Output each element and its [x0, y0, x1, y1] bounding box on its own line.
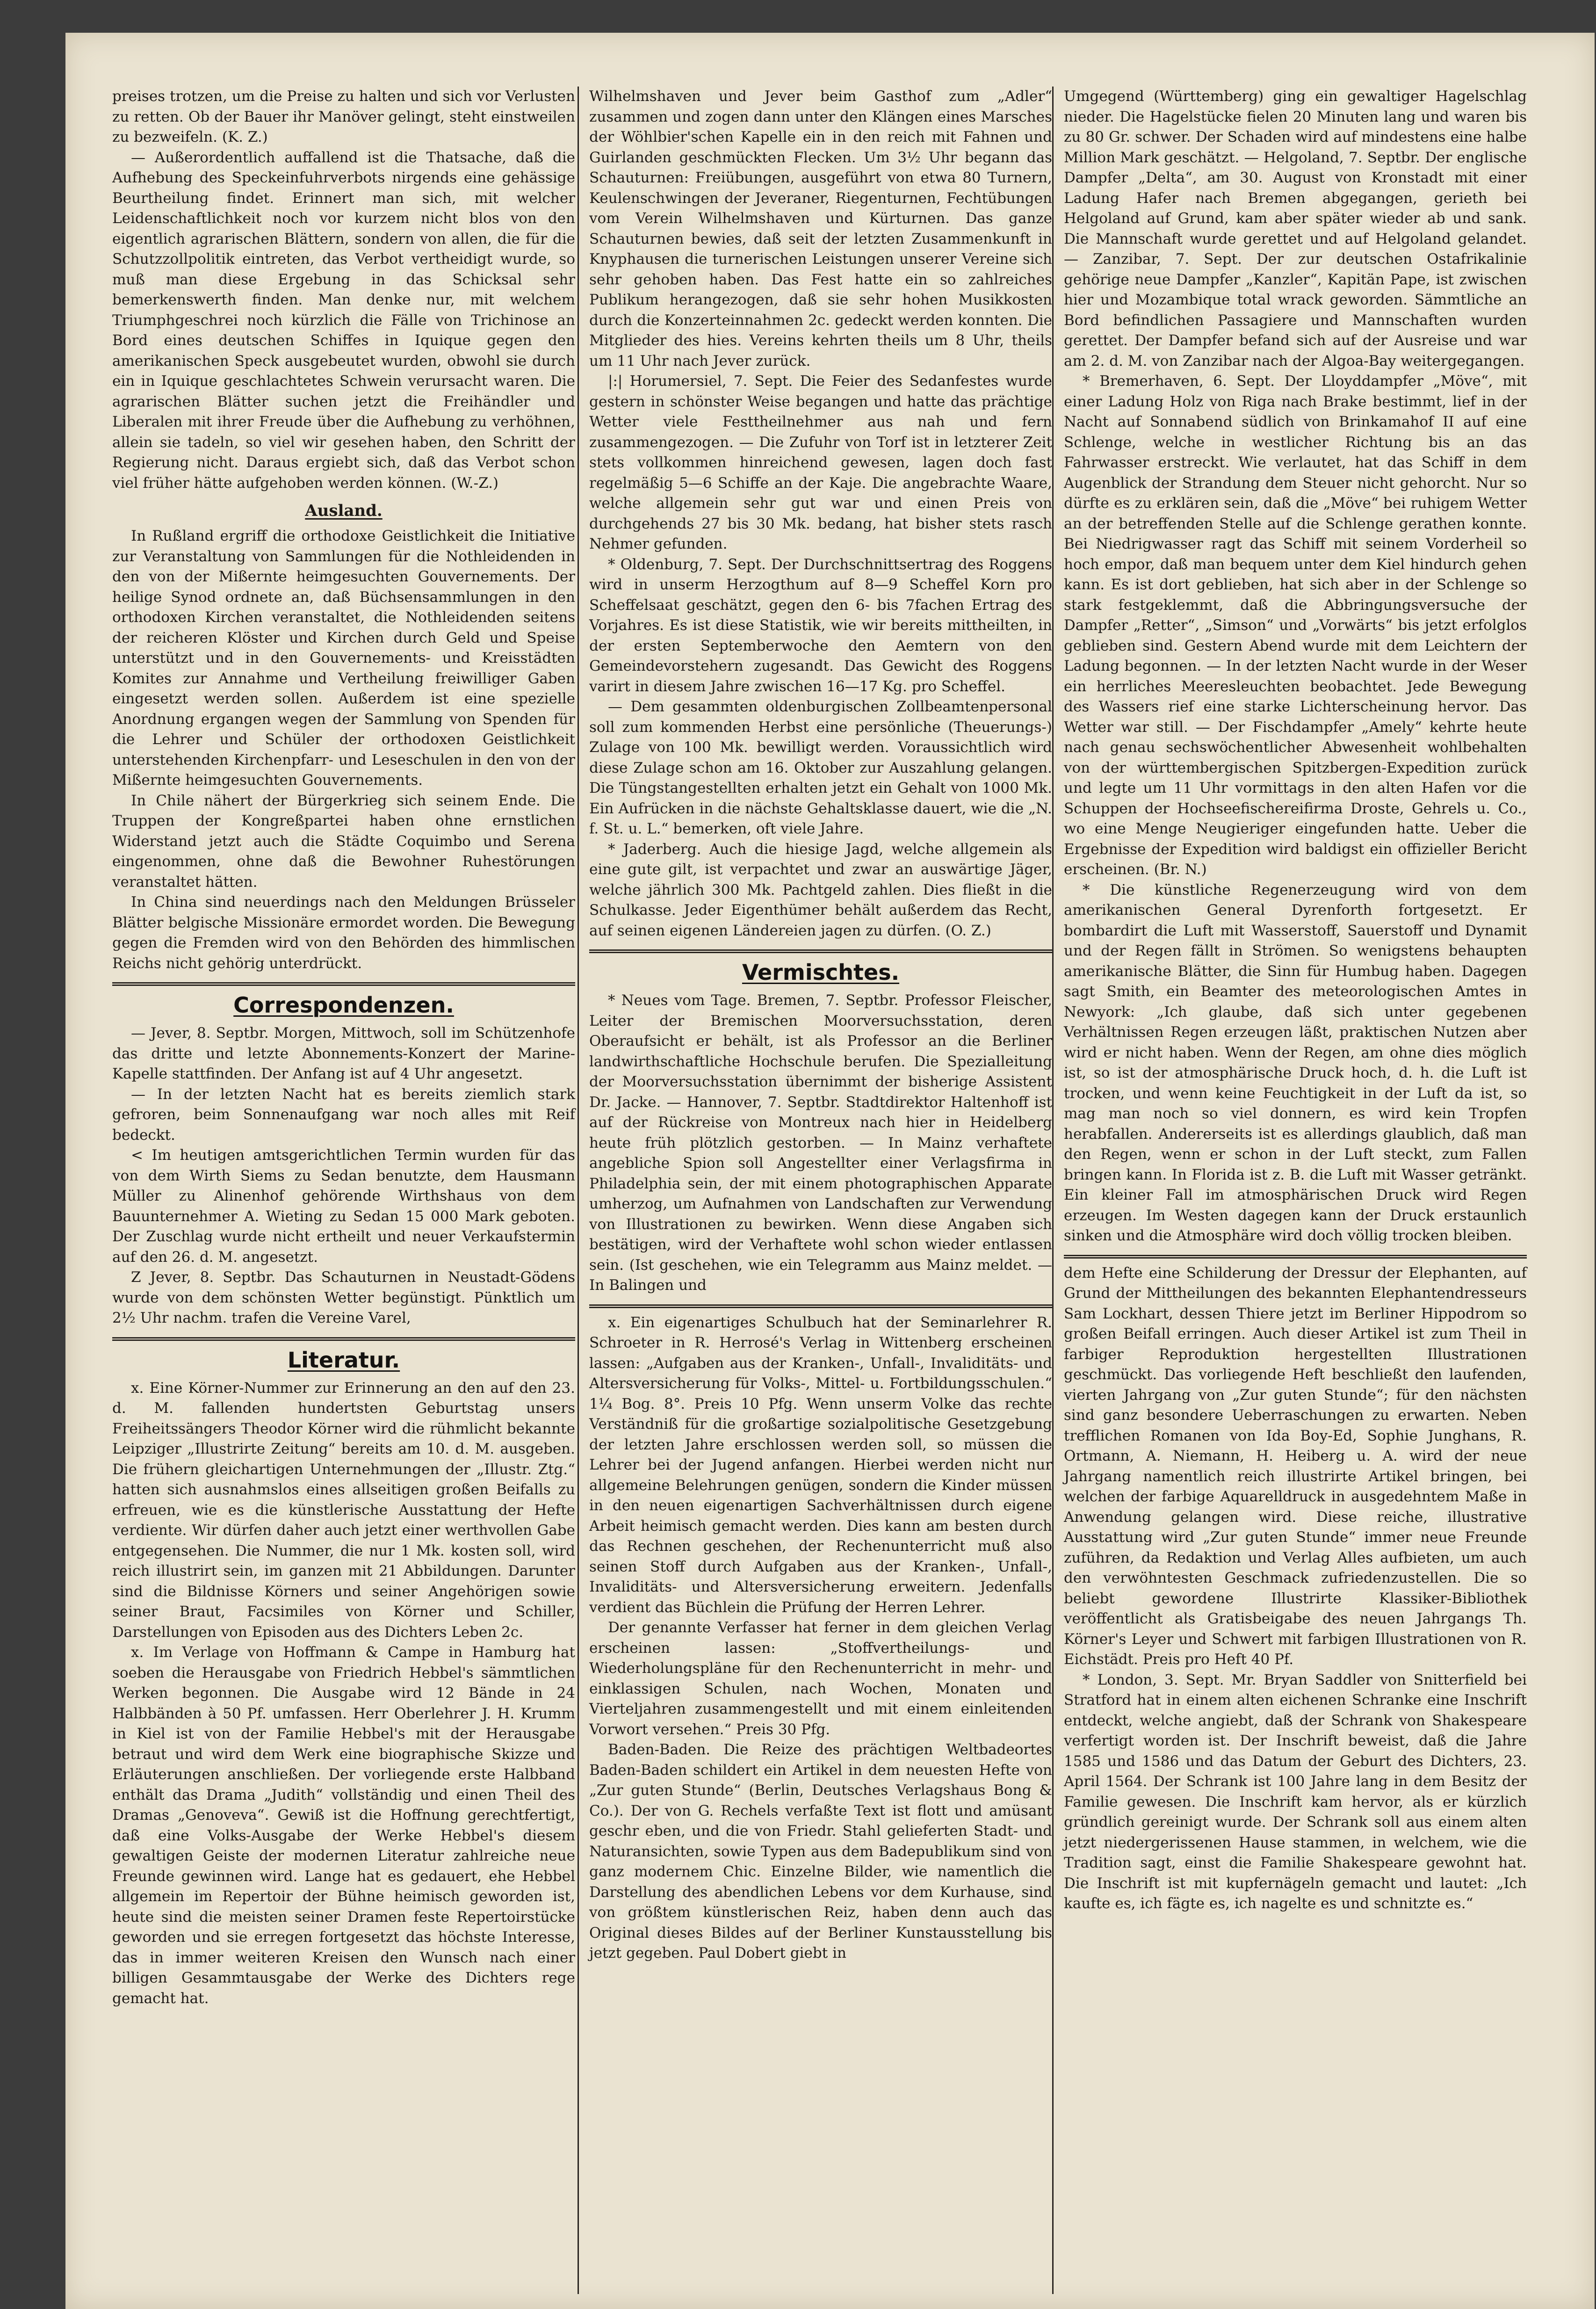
article-paragraph: dem Hefte eine Schilderung der Dressur der Elephanten, auf Grund der Mittheilungen des bekannten Elephantendresseurs Sam Lockhart, dessen Thiere jetzt im Berliner Hippodrom so großen Beifall erringen. Auch dieser Artikel ist zum Theil in farbiger Reproduktion hergestellten Illustrationen geschmückt. Das vorliegende Heft beschließt den laufenden, vierten Jahrgang von „Zur guten Stunde“; für den nächsten sind ganz besondere Ueberraschungen zu erwarten. Neben trefflichen Romanen von Ida Boy-Ed, Sophie Junghans, R. Ortmann, A. Niemann, H. Heiberg u. A. wird der neue Jahrgang namentlich reich illustrirte Artikel bringen, bei welchen der farbige Aquarelldruck in ausgedehntem Maße in Anwendung gelangen wird. Diese reiche, illustrative Ausstattung wird „Zur guten Stunde“ immer neue Freunde zuführen, da Redaktion und Verlag Alles aufbieten, um auch den verwöhntesten Geschmack zufriedenzustellen. Die so beliebt gewordene Illustrirte Klassiker-Bibliothek veröffentlicht als Gratisbeigabe des neuen Jahrgangs Th. Körner's Leyer und Schwert mit farbigen Illustrationen von R. Eichstädt. Preis pro Heft 40 Pf. [1064, 1264, 1527, 1668]
section-heading-ausland: Ausland. [305, 501, 383, 520]
section-heading-vermischtes: Vermischtes. [742, 960, 900, 985]
article-paragraph: x. Ein eigenartiges Schulbuch hat der Seminarlehrer R. Schroeter in R. Herrosé's Verlag in Wittenberg erscheinen lassen: „Aufgaben aus der Kranken-, Unfall-, Invaliditäts- und Altersversicherung für Volks-, Mittel- u. Fortbildungsschulen.“ 1¼ Bog. 8°. Preis 10 Pfg. Wenn unserm Volke das rechte Verständniß für die großartige sozialpolitische Gesetzgebung der letzten Jahre erschlossen werden soll, so müssen die Lehrer bei der Jugend anfangen. Hierbei werden nicht nur allgemeine Belehrungen genügen, sondern die Kinder müssen in den neuen eigenartigen Sachverhältnissen durch eigene Arbeit heimisch gemacht werden. Dies kann am besten durch das Rechnen geschehen, der Rechenunterricht muß also seinen Stoff durch Aufgaben aus der Kranken-, Unfall-, Invaliditäts- und Altersversicherung erweitern. Jedenfalls verdient das Büchlein die Prüfung der Herren Lehrer. [589, 1314, 1052, 1616]
section-divider [112, 982, 575, 986]
article-paragraph: * Oldenburg, 7. Sept. Der Durchschnittsertrag des Roggens wird in unserm Herzogthum auf 8—9 Scheffel Korn pro Scheffelsaat geschätzt, gegen den 6- bis 7fachen Ertrag des Vorjahres. Es ist diese Statistik, wie wir bereits mittheilten, in der ersten Septemberwoche den Aemtern von den Gemeindevorstehern zugesandt. Das Gewicht des Roggens varirt in diesem Jahre zwischen 16—17 Kg. pro Scheffel. [589, 556, 1052, 695]
section-divider [1064, 1255, 1527, 1259]
article-paragraph: In Rußland ergriff die orthodoxe Geistlichkeit die Initiative zur Veranstaltung von Sammlungen für die Nothleidenden in den von der Mißernte heimgesuchten Gouvernements. Der heilige Synod ordnete an, daß Büchsensammlungen in den orthodoxen Kirchen veranstaltet, die Nothleidenden seitens der reicheren Klöster und Kirchen durch Geld und Speise unterstützt und in den Gouvernements- und Kreisstädten Komites zur Annahme und Vertheilung freiwilliger Gaben eingesetzt werden sollen. Außerdem ist eine spezielle Anordnung ergangen wegen der Sammlung von Spenden für die Lehrer und Schüler der orthodoxen Geistlichkeit unterstehenden Kirchenpfarr- und Leseschulen in den von der Mißernte heimgesuchten Gouvernements. [112, 528, 575, 789]
article-paragraph: x. Eine Körner-Nummer zur Erinnerung an den auf den 23. d. M. fallenden hundertsten Geburtstag unsers Freiheitssängers Theodor Körner wird die rühmlicht bekannte Leipziger „Illustrirte Zeitung“ bereits am 10. d. M. ausgeben. Die frühern gleichartigen Unternehmungen der „Illustr. Ztg.“ hatten sich ausnahmslos eines allseitigen großen Beifalls zu erfreuen, wie es die künstlerische Ausstattung der Hefte verdiente. Wir dürfen daher auch jetzt einer werthvollen Gabe entgegensehen. Die Nummer, die nur 1 Mk. kosten soll, wird reich illustrirt sein, im ganzen mit 21 Abbildungen. Darunter sind die Bildnisse Körners und seiner Angehörigen sowie seiner Braut, Facsimiles von Körner und Schiller, Darstellungen von Episoden aus des Dichters Leben 2c. [112, 1379, 575, 1641]
column-rule [1052, 87, 1054, 2294]
article-paragraph: * Die künstliche Regenerzeugung wird von dem amerikanischen General Dyrenforth fortgesetzt. Er bombardirt die Luft mit Wasserstoff, Sauerstoff und Dynamit und der Regen fällt in Strömen. So wenigstens behaupten amerikanische Blätter, die Sinn für Humbug haben. Dagegen sagt Smith, ein Beamter des meteorologischen Amtes in Newyork: „Ich glaube, daß sich unter gegebenen Verhältnissen Regen erzeugen läßt, praktischen Nutzen aber wird er nicht haben. Wenn der Regen, am ohne dies möglich ist, so ist der atmosphärische Druck hoch, d. h. die Luft ist trocken, und wenn keine Feuchtigkeit in der Luft da ist, so mag man noch so viel donnern, es wird kein Tropfen herabfallen. Andererseits ist es allerdings glaublich, daß man den Regen, wenn er schon in der Luft steckt, zum Fallen bringen kann. In Florida ist z. B. die Luft mit Wasser getränkt. Ein kleiner Fall im atmosphärischen Druck wird Regen erzeugen. Im Westen dagegen kann der Druck erstaunlich sinken und die Atmosphäre wird doch völlig trocken bleiben. [1064, 881, 1527, 1244]
article-paragraph: Umgegend (Württemberg) ging ein gewaltiger Hagelschlag nieder. Die Hagelstücke fielen 20 Minuten lang und waren bis zu 80 Gr. schwer. Der Schaden wird auf mindestens eine halbe Million Mark geschätzt. — Helgoland, 7. Septbr. Der englische Dampfer „Delta“, am 30. August von Kronstadt mit einer Ladung Hafer nach Bremen abgegangen, gerieth bei Helgoland auf Grund, kam aber später wieder ab und sank. Die Mannschaft wurde gerettet und auf Helgoland gelandet. — Zanzibar, 7. Sept. Der zur deutschen Ostafrikalinie gehörige neue Dampfer „Kanzler“, Kapitän Pape, ist zwischen hier und Mozambique total wrack geworden. Sämmtliche an Bord befindlichen Passagiere und Mannschaften wurden gerettet. Der Dampfer befand sich auf der Ausreise und war am 2. d. M. von Zanzibar nach der Algoa-Bay weitergegangen. [1064, 88, 1527, 369]
article-paragraph: Z Jever, 8. Septbr. Das Schauturnen in Neustadt-Gödens wurde von dem schönsten Wetter begünstigt. Pünktlich um 2½ Uhr nachm. trafen die Vereine Varel, [112, 1269, 575, 1326]
article-paragraph: — Dem gesammten oldenburgischen Zollbeamtenpersonal soll zum kommenden Herbst eine persönliche (Theuerungs-) Zulage von 100 Mk. bewilligt werden. Voraussichtlich wird diese Zulage schon am 16. Oktober zur Auszahlung gelangen. Die Tüngstangestellten erhalten jetzt ein Gehalt von 1000 Mk. Ein Aufrücken in die nächste Gehaltsklasse dauert, wie die „N. f. St. u. L.“ bemerken, oft viele Jahre. [589, 698, 1052, 837]
column-middle [589, 87, 1052, 1964]
article-paragraph: Der genannte Verfasser hat ferner in dem gleichen Verlag erscheinen lassen: „Stoffvertheilungs- und Wiederholungspläne für den Rechenunterricht in mehr- und einklassigen Schulen, nach Wochen, Monaten und Vierteljahren zusammengestellt und mit einem einleitenden Vorwort versehen.“ Preis 30 Pfg. [589, 1619, 1052, 1738]
article-paragraph: preises trotzen, um die Preise zu halten und sich vor Verlusten zu retten. Ob der Bauer ihr Manöver gelingt, steht einstweilen zu bezweifeln. (K. Z.) [112, 88, 575, 145]
section-divider [112, 1337, 575, 1341]
column-left [112, 87, 575, 2009]
article-paragraph: In Chile nähert der Bürgerkrieg sich seinem Ende. Die Truppen der Kongreßpartei haben ohne ernstlichen Widerstand jetzt auch die Städte Coquimbo und Serena eingenommen, ohne daß die Bewohner Ruhestörungen veranstaltet hätten. [112, 792, 575, 890]
article-paragraph: — In der letzten Nacht hat es bereits ziemlich stark gefroren, beim Sonnenaufgang war noch alles mit Reif bedeckt. [112, 1086, 575, 1144]
newspaper-page [65, 33, 1595, 2309]
column-rule [578, 87, 579, 2294]
article-paragraph: In China sind neuerdings nach den Meldungen Brüsseler Blätter belgische Missionäre ermordet worden. Die Bewegung gegen die Fremden wird von den Behörden des himmlischen Reichs nicht gehörig unterdrückt. [112, 894, 575, 972]
section-heading-correspondenzen: Correspondenzen. [233, 992, 454, 1018]
article-paragraph: * Bremerhaven, 6. Sept. Der Lloyddampfer „Möve“, mit einer Ladung Holz von Riga nach Brake bestimmt, lief in der Nacht auf Sonnabend südlich von Brinkamahof II auf eine Schlenge, welche in westlicher Richtung bis an das Fahrwasser erstreckt. Wie verlautet, hat das Schiff in dem Augenblick der Strandung dem Steuer nicht gehorcht. Nur so dürfte es zu erklären sein, daß die „Möve“ bei ruhigem Wetter an der betreffenden Stelle auf die Schlenge gerathen konnte. Bei Niedrigwasser ragt das Schiff mit seinem Vorderheil so hoch empor, daß man bequem unter dem Kiel hindurch gehen kann. Es ist dort geblieben, hat sich aber in der Schlenge so stark festgeklemmt, daß die Abbringungsversuche der Dampfer „Retter“, „Simson“ und „Vorwärts“ bis jetzt erfolglos geblieben sind. Gestern Abend wurde mit dem Leichtern der Ladung begonnen. — In der letzten Nacht wurde in der Weser ein herrliches Meeresleuchten beobachtet. Jede Bewegung des Wassers rief eine starke Lichterscheinung hervor. Das Wetter war still. — Der Fischdampfer „Amely“ kehrte heute nach genau sechswöchentlicher Abwesenheit wohlbehalten von der württembergischen Spitzbergen-Expedition zurück und legte um 11 Uhr vormittags in den alten Hafen vor die Schuppen der Hochseefischereifirma Droste, Gehrels u. Co., wo eine Menge Neugieriger eingefunden hatte. Ueber die Ergebnisse der Expedition wird baldigst ein offizieller Bericht erscheinen. (Br. N.) [1064, 373, 1527, 878]
section-divider [589, 1304, 1052, 1308]
article-paragraph: — Außerordentlich auffallend ist die Thatsache, daß die Aufhebung des Speckeinfuhrverbots nirgends eine gehässige Beurtheilung findet. Erinnert man sich, mit welcher Leidenschaftlichkeit noch vor kurzem nicht blos von den eigentlich agrarischen Blättern, sondern von allen, die für die Schutzzollpolitik eintreten, das Verbot vertheidigt wurde, so muß man diese Ergebung in das Schicksal sehr bemerkenswerth finden. Man denke nur, mit welchem Triumphgeschrei noch kürzlich die Fälle von Trichinose an Bord eines deutschen Schiffes in Iquique gegen den amerikanischen Speck ausgebeutet wurden, obwohl sie durch ein in Iquique geschlachtetes Schwein verursacht waren. Die agrarischen Blätter suchen jetzt die Freihändler und Liberalen mit ihrer Freude über die Aufhebung zu verhöhnen, allein sie tadeln, so viel wir gesehen haben, den Schritt der Regierung nicht. Daraus ergiebt sich, daß das Verbot schon viel früher hätte aufgehoben werden können. (W.-Z.) [112, 149, 575, 492]
section-heading-literatur: Literatur. [287, 1347, 400, 1373]
article-paragraph: * London, 3. Sept. Mr. Bryan Saddler von Snitterfield bei Stratford hat in einem alten eichenen Schranke eine Inschrift entdeckt, welche angiebt, daß der Schrank von Shakespeare verfertigt worden ist. Der Inschrift beweist, daß die Jahre 1585 und 1586 und das Datum der Geburt des Dichters, 23. April 1564. Der Schrank ist 100 Jahre lang in dem Besitz der Familie gewesen. Die Inschrift kam hervor, als er kürzlich gründlich gereinigt wurde. Der Schrank soll aus einem alten jetzt niedergerissenen Hause stammen, in welchem, wie die Tradition sagt, einst die Familie Shakespeare gewohnt hat. Die Inschrift ist mit kupfernägeln gemacht und lautet: „Ich kaufte es, ich fägte es, ich nagelte es und schnitzte es.“ [1064, 1671, 1527, 1912]
article-paragraph: |:| Horumersiel, 7. Sept. Die Feier des Sedanfestes wurde gestern in schönster Weise begangen und hatte das prächtige Wetter viele Festtheilnehmer aus nah und fern zusammengezogen. — Die Zufuhr von Torf ist in letzterer Zeit stets vollkommen hinreichend gewesen, lagen doch fast regelmäßig 5—6 Schiffe an der Kaje. Die angebrachte Waare, welche allgemein sehr gut war und einen Preis von durchgehends 27 bis 30 Mk. bedang, hat bisher stets rasch Nehmer gefunden. [589, 373, 1052, 552]
article-paragraph: x. Im Verlage von Hoffmann & Campe in Hamburg hat soeben die Herausgabe von Friedrich Hebbel's sämmtlichen Werken begonnen. Die Ausgabe wird 12 Bände in 24 Halbbänden à 50 Pf. umfassen. Herr Oberlehrer J. H. Krumm in Kiel ist von der Familie Hebbel's mit der Herausgabe betraut und wird dem Werk eine biographische Skizze und Erläuterungen anschließen. Der vorliegende erste Halbband enthält das Drama „Judith“ vollständig und einen Theil des Dramas „Genoveva“. Gewiß ist die Hoffnung gerechtfertigt, daß eine Volks-Ausgabe der Werke Hebbel's diesem gewaltigen Geiste der modernen Literatur zahlreiche neue Freunde gewinnen wird. Lange hat es gedauert, ehe Hebbel allgemein im Repertoir der Bühne heimisch geworden ist, heute sind die meisten seiner Dramen feste Repertoirstücke geworden und sie erregen fortgesetzt das höchste Interesse, das in immer weiteren Kreisen den Wunsch nach einer billigen Gesammtausgabe der Werke des Dichters rege gemacht hat. [112, 1644, 575, 2007]
article-paragraph: < Im heutigen amtsgerichtlichen Termin wurden für das von dem Wirth Siems zu Sedan benutzte, dem Hausmann Müller zu Alinenhof gehörende Wirthshaus von dem Bauunternehmer A. Wieting zu Sedan 15 000 Mark geboten. Der Zuschlag wurde nicht ertheilt und neuer Verkaufstermin auf den 26. d. M. angesetzt. [112, 1147, 575, 1266]
article-paragraph: * Jaderberg. Auch die hiesige Jagd, welche allgemein als eine gute gilt, ist verpachtet und zwar an auswärtige Jäger, welche jährlich 300 Mk. Pachtgeld zahlen. Dies fließt in die Schulkasse. Jeder Eigenthümer behält außerdem das Recht, auf seinen eigenen Ländereien jagen zu dürfen. (O. Z.) [589, 840, 1052, 939]
section-divider [589, 949, 1052, 953]
article-paragraph: — Jever, 8. Septbr. Morgen, Mittwoch, soll im Schützenhofe das dritte und letzte Abonnements-Konzert der Marine-Kapelle stattfinden. Der Anfang ist auf 4 Uhr angesetzt. [112, 1025, 575, 1082]
article-paragraph: Wilhelmshaven und Jever beim Gasthof zum „Adler“ zusammen und zogen dann unter den Klängen eines Marsches der Wöhlbier'schen Kapelle ein in den reich mit Fahnen und Guirlanden geschmückten Flecken. Um 3½ Uhr begann das Schauturnen: Freiübungen, ausgeführt von etwa 80 Turnern, Keulenschwingen der Jeveraner, Riegenturnen, Fechtübungen vom Verein Wilhelmshaven und Kürturnen. Das ganze Schauturnen bewies, daß seit der letzten Zusammenkunft in Knyphausen die turnerischen Leistungen unserer Vereine sich sehr gehoben haben. Das Fest hatte ein so zahlreiches Publikum herangezogen, daß sie sehr hohen Musikkosten durch die Konzerteinnahmen 2c. gedeckt werden konnten. Die Mitglieder des hies. Vereins kehrten theils um 8 Uhr, theils um 11 Uhr nach Jever zurück. [589, 88, 1052, 369]
article-paragraph: Baden-Baden. Die Reize des prächtigen Weltbadeortes Baden-Baden schildert ein Artikel in dem neuesten Hefte von „Zur guten Stunde“ (Berlin, Deutsches Verlagshaus Bong & Co.). Der von G. Rechels verfaßte Text ist flott und amüsant geschr eben, und die von Friedr. Stahl gelieferten Stadt- und Naturansichten, sowie Typen aus dem Badepublikum sind von ganz modernem Chic. Einzelne Bilder, wie namentlich die Darstellung des abendlichen Lebens vor dem Kurhause, sind von größtem künstlerischen Reiz, haben denn auch das Original dieses Bildes auf der Berliner Kunstausstellung bis jetzt gegeben. Paul Dobert giebt in [589, 1741, 1052, 1962]
article-paragraph: * Neues vom Tage. Bremen, 7. Septbr. Professor Fleischer, Leiter der Bremischen Moorversuchsstation, deren Oberaufsicht er behält, ist als Professor an die Berliner landwirthschaftliche Hochschule berufen. Die Spezialleitung der Moorversuchsstation übernimmt der bisherige Assistent Dr. Jacke. — Hannover, 7. Septbr. Stadtdirektor Haltenhoff ist auf der Rückreise von Montreux nach hier in Heidelberg heute früh plötzlich gestorben. — In Mainz verhaftete angebliche Spion soll Angestellter einer Verlagsfirma in Philadelphia sein, der mit einem photographischen Apparate umherzog, um Aufnahmen von Landschaften zur Verwendung von Illustrationen zu bewirken. Wenn diese Angaben sich bestätigen, wird der Verhaftete wohl schon wieder entlassen sein. (Ist geschehen, wie ein Telegramm aus Mainz meldet. — In Balingen und [589, 992, 1052, 1294]
column-right [1064, 87, 1527, 1914]
